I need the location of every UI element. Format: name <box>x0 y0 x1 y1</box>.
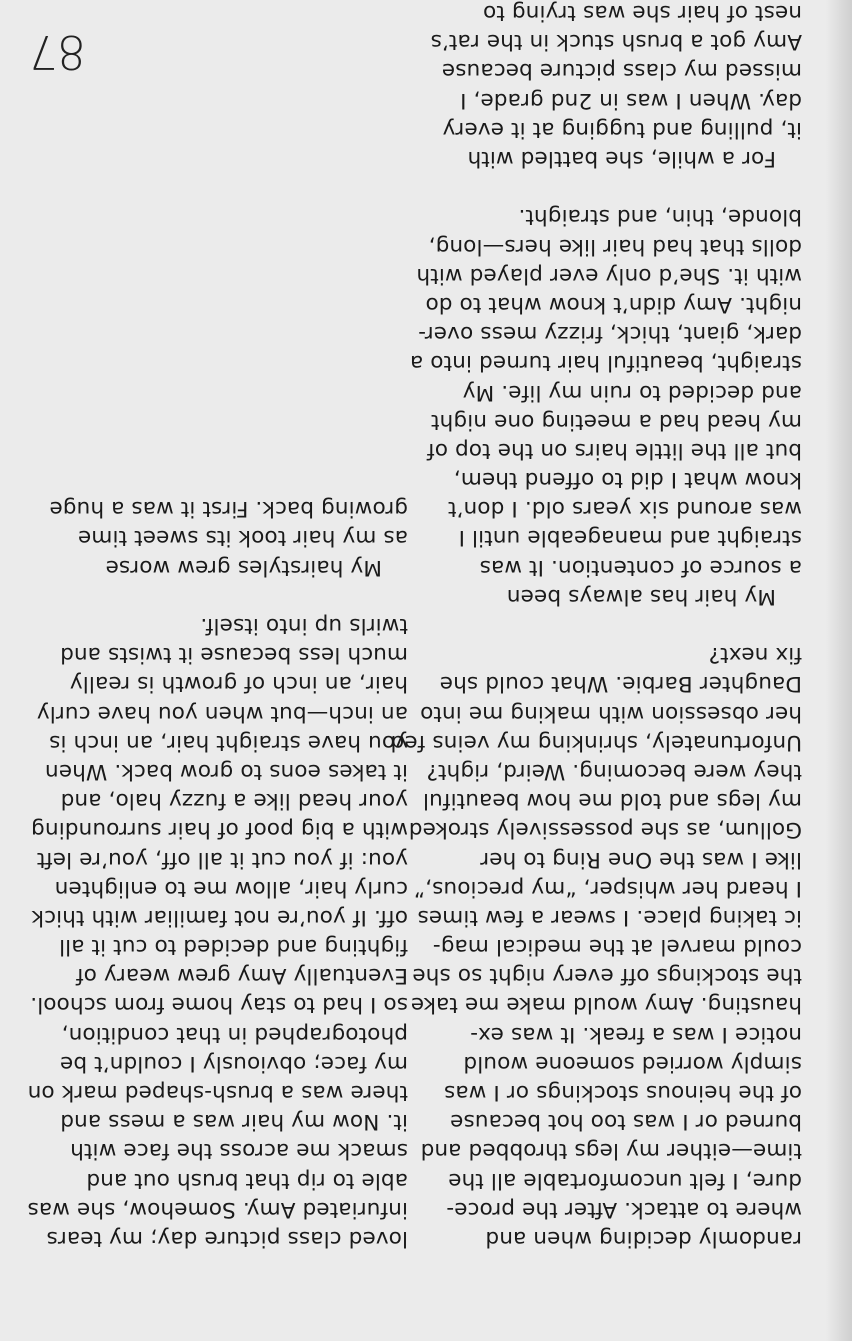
text-line: infuriated Amy. Somehow, she was <box>27 1196 408 1222</box>
text-line: loved class picture day; my tears <box>46 1226 408 1251</box>
paragraph-gap <box>450 173 802 202</box>
text-line: burned or I was too hot because <box>449 1109 802 1135</box>
text-line: twirls up into itself. <box>200 613 408 639</box>
left-text-column <box>390 0 802 1253</box>
text-line: growing back. First it was a huge <box>49 496 408 522</box>
text-line: missed my class picture because <box>441 58 802 84</box>
text-line: photographed in that condition, <box>61 1021 408 1047</box>
text-line: My hairstyles grew worse <box>105 554 382 580</box>
text-line: nest of hair she was trying to <box>482 0 802 26</box>
text-line: dark, giant, thick, frizzy mess over- <box>418 321 802 347</box>
text-line: day. When I was in 2nd grade, I <box>459 87 802 113</box>
text-line: was around six years old. I don’t <box>447 496 802 522</box>
text-line: with a big poof of hair surrounding <box>30 817 408 843</box>
text-line: Unfortunately, shrinking my veins fed <box>390 729 802 755</box>
text-line: notice I was a freak. It was ex- <box>470 1021 802 1047</box>
text-line: hausting. Amy would make me take <box>410 992 802 1018</box>
text-line: it takes eons to grow back. When <box>44 759 408 784</box>
text-line: dure, I felt uncomfortable all the <box>448 1167 802 1193</box>
text-line: you have straight hair, an inch is <box>48 729 408 755</box>
text-line: my head had a meeting one night <box>430 408 802 434</box>
page-number: 87 <box>29 25 86 79</box>
text-line: but all the little hairs on the top of <box>426 437 802 463</box>
text-line: off. If you’re not familiar with thick <box>31 904 408 930</box>
paragraph-gap <box>56 582 408 611</box>
binding-shadow <box>826 0 852 1341</box>
text-line: Eventually Amy grew weary of <box>75 963 408 989</box>
paragraph-gap <box>450 611 802 640</box>
text-line: her obsession with making me into <box>420 700 802 726</box>
text-line: time—either my legs throbbed and <box>420 1138 802 1164</box>
text-line: know what I did to offend them, <box>453 467 802 493</box>
text-line: it, pulling and tugging at it every <box>442 116 802 142</box>
text-line: curly hair, allow me to enlighten <box>54 875 408 901</box>
text-line: there was a brush-shaped mark on <box>27 1080 408 1106</box>
text-line: a source of contention. It was <box>479 554 802 580</box>
text-line: my legs and told me how beautiful <box>422 788 802 814</box>
text-line: much less because it twists and <box>60 642 408 668</box>
text-line: so I had to stay home from school. <box>30 992 408 1018</box>
text-line: as my hair took its sweet time <box>77 525 408 551</box>
text-line: randomly deciding when and <box>485 1226 802 1251</box>
text-line: your head like a fuzzy halo, and <box>60 788 408 814</box>
text-line: I heard her whisper, “my precious,” <box>413 875 802 901</box>
right-text-column <box>27 494 408 1253</box>
text-line: and decided to ruin my life. My <box>462 379 802 405</box>
text-line: could marvel at the medical mag- <box>432 934 802 960</box>
text-line: Daughter Barbie. What could she <box>439 671 802 697</box>
text-line: For a while, she battled with <box>467 146 776 172</box>
text-line: they were becoming. Weird, right? <box>426 759 802 784</box>
text-line: able to rip that brush out and <box>86 1167 408 1193</box>
text-line: fighting and decided to cut it all <box>58 934 408 960</box>
text-line: Gollum, as she possessively stroked <box>408 817 802 843</box>
text-line: of the heinous stockings or I was <box>443 1080 802 1106</box>
text-line: an inch—but when you have curly <box>36 700 408 726</box>
text-line: dolls that had hair like hers—long, <box>428 233 802 259</box>
text-line: with it. She’d only ever played with <box>416 262 802 288</box>
text-line: hair, an inch of growth is really <box>69 671 408 697</box>
text-line: My hair has always been <box>506 583 776 609</box>
text-line: night. Amy didn’t know what to do <box>425 292 802 317</box>
text-line: my face; obviously I couldn’t be <box>59 1050 408 1076</box>
text-line: straight and manageable until I <box>458 525 802 551</box>
text-line: straight, beautiful hair turned into a <box>409 350 802 376</box>
text-line: the stockings off every night so she <box>412 963 802 989</box>
text-line: where to attack. After the proce- <box>446 1196 802 1222</box>
text-line: ic taking place. I swear a few times <box>417 904 802 930</box>
text-line: simply worried someone would <box>463 1050 802 1076</box>
text-line: smack me across the face with <box>70 1138 408 1164</box>
text-line: fix next? <box>708 642 802 668</box>
text-line: Amy got a brush stuck in the rat’s <box>430 29 802 55</box>
text-line: you: if you cut it all off, you’re left <box>36 846 408 872</box>
text-line: it. Now my hair was a mess and <box>60 1109 408 1135</box>
text-line: blonde, thin, and straight. <box>518 204 802 230</box>
text-line: like I was the One Ring to her <box>480 846 802 872</box>
